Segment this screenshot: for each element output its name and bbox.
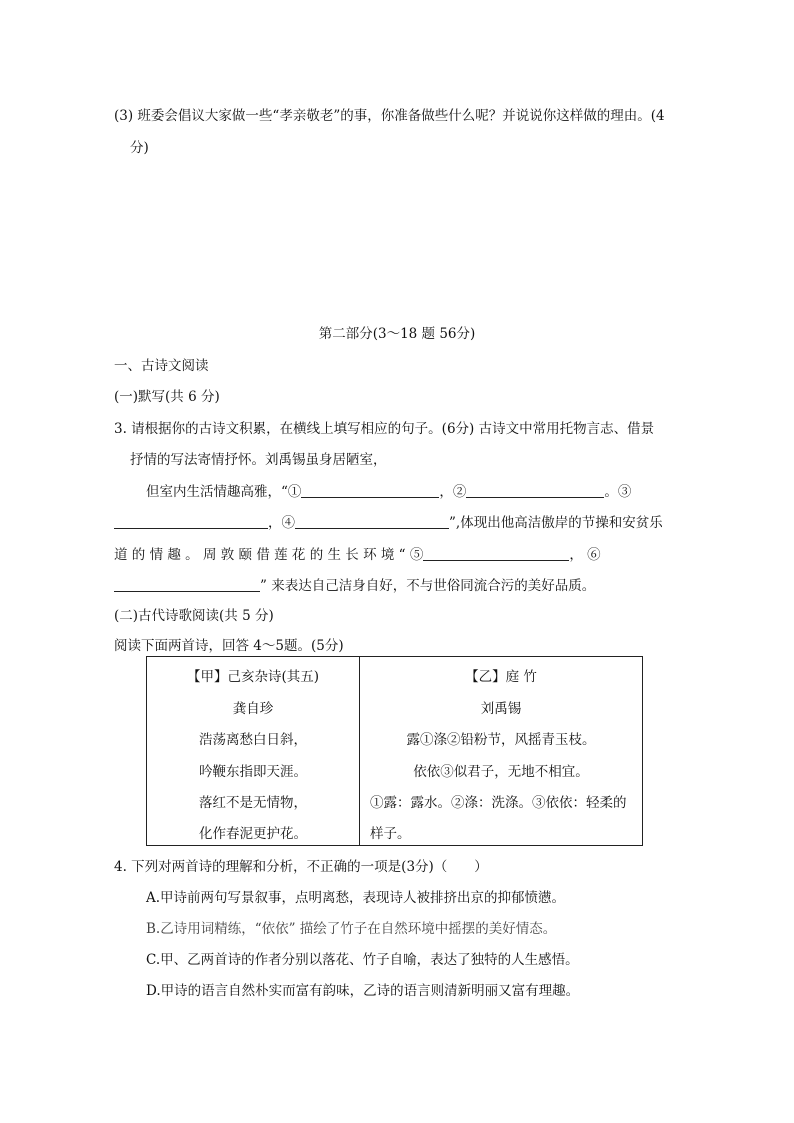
poem-a-line: 化作春泥更护花。 <box>199 826 307 842</box>
subsection-dictation: (一)默写(共 6 分) <box>114 389 220 405</box>
poetry-instructions: 阅读下面两首诗，回答 4～5题。(5分) <box>114 638 344 654</box>
poem-b-line: 依依③似君子，无地不相宜。 <box>413 764 589 780</box>
poem-b-note: ①露：露水。②涤：洗涤。③依依：轻柔的 <box>370 795 627 811</box>
q3-line5-text-b: ， ⑥ <box>569 547 601 563</box>
blank-5[interactable] <box>423 546 569 561</box>
q4-option-b[interactable]: B.乙诗用词精练，“依依” 描绘了竹子在自然环境中摇摆的美好情态。 <box>146 921 557 937</box>
q3-line5 <box>114 543 601 563</box>
q3-line5-text-a: 道 的 情 趣 。 周 敦 颐 借 莲 花 的 生 长 环 境 “ ⑤ <box>114 547 424 563</box>
q3-line2: 抒情的写法寄情抒怀。刘禹锡虽身居陋室， <box>130 452 387 468</box>
q3-line4-text-b: ”,体现出他高洁傲岸的节操和安贫乐 <box>449 515 663 531</box>
q3-line3-text-b: ，② <box>439 484 467 500</box>
poem-b-line: 露①涤②铅粉节，风摇青玉枝。 <box>406 732 596 748</box>
poem-a-author: 龚自珍 <box>232 701 274 717</box>
blank-2[interactable] <box>466 483 604 498</box>
poem-b-note: 样子。 <box>370 826 411 842</box>
subsection-poetry: (二)古代诗歌阅读(共 5 分) <box>114 608 274 624</box>
poem-a-title: 【甲】己亥杂诗(其五) <box>186 669 320 685</box>
q3-line6 <box>114 574 595 594</box>
q4-option-c[interactable]: C.甲、乙两首诗的作者分别以落花、竹子自喻，表达了独特的人生感悟。 <box>146 952 579 968</box>
part2-title: 第二部分(3～18 题 56分) <box>318 326 476 342</box>
q3-line1: 3. 请根据你的古诗文积累，在横线上填写相应的句子。(6分) 古诗文中常用托物言志、借景 <box>114 421 655 437</box>
q3-line6-text: ” 来表达自己洁身自好，不与世俗同流合污的美好品质。 <box>260 578 596 594</box>
poems-table <box>146 656 643 846</box>
poem-a-cell <box>147 657 360 846</box>
poem-a-line: 浩荡离愁白日斜， <box>199 732 307 748</box>
poem-b-cell <box>360 657 643 846</box>
q3-line4 <box>114 511 663 531</box>
q3-line3-text-a: 但室内生活情趣高雅，“① <box>146 484 302 500</box>
q4-stem: 4. 下列对两首诗的理解和分析，不正确的一项是(3分)（ ） <box>114 859 488 875</box>
question-3-part3-line2: 分) <box>130 140 149 156</box>
blank-1[interactable] <box>301 483 439 498</box>
q3-line4-text-a: ，④ <box>268 515 295 531</box>
q3-line3-text-c: 。③ <box>604 484 632 500</box>
blank-4[interactable] <box>295 514 449 529</box>
section-heading-classical: 一、古诗文阅读 <box>114 358 209 374</box>
poem-b-title: 【乙】庭 竹 <box>465 669 537 685</box>
q4-option-a[interactable]: A.甲诗前两句写景叙事，点明离愁，表现诗人被排挤出京的抑郁愤懑。 <box>146 890 566 906</box>
poem-a-line: 吟鞭东指即天涯。 <box>199 764 307 780</box>
blank-6[interactable] <box>114 577 260 592</box>
poem-b-author: 刘禹锡 <box>480 701 522 717</box>
q3-line3 <box>146 480 631 500</box>
poem-a-line: 落红不是无情物， <box>199 795 307 811</box>
question-3-part3-line1: (3) 班委会倡议大家做一些“孝亲敬老”的事，你准备做些什么呢？并说说你这样做的理由。(4 <box>114 108 665 124</box>
blank-3[interactable] <box>114 514 268 529</box>
q4-option-d[interactable]: D.甲诗的语言自然朴实而富有韵味，乙诗的语言则清新明丽又富有理趣。 <box>146 983 580 999</box>
